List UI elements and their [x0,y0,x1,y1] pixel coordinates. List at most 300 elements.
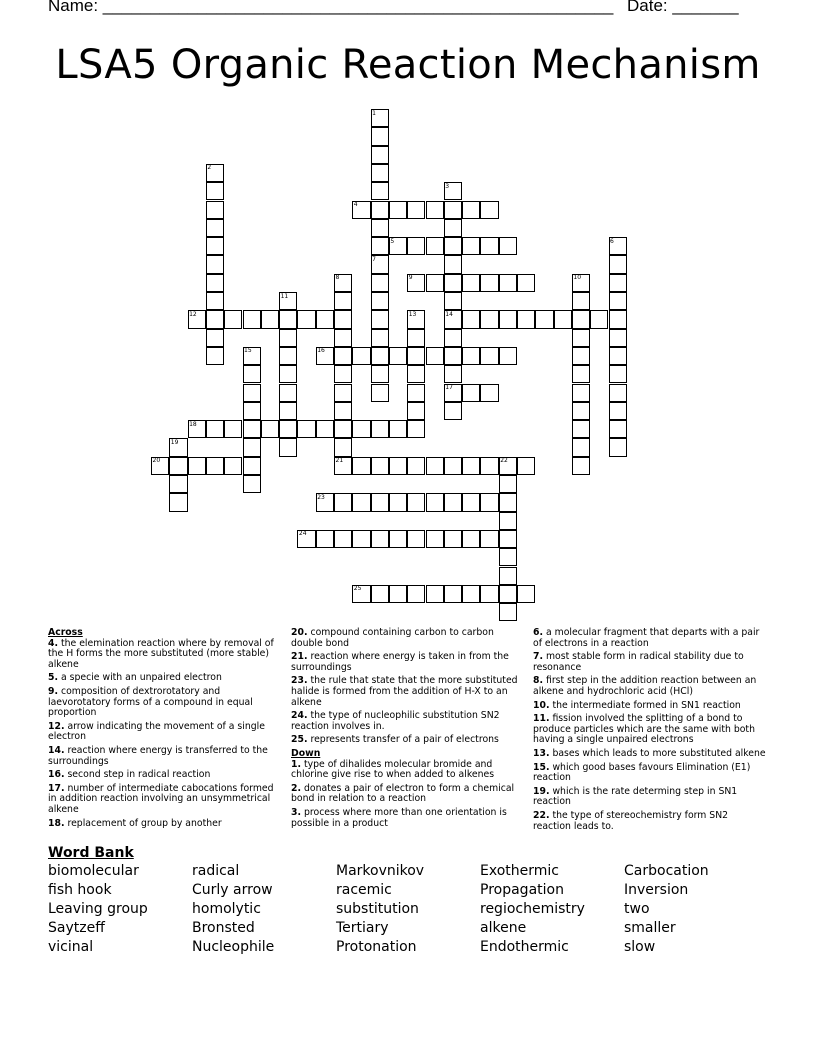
crossword-cell[interactable] [480,457,498,475]
clue-number: 1. [291,758,302,770]
crossword-cell[interactable] [279,402,297,420]
clue-number: 24 [298,530,307,538]
clue-text: a specie with an unpaired electron [60,672,222,684]
clue-number: 9. [48,685,59,697]
crossword-cell[interactable] [206,201,224,219]
crossword-cell[interactable] [371,182,389,200]
crossword-cell[interactable] [371,219,389,237]
crossword-cell[interactable] [480,310,498,328]
clue-number: 7. [533,651,544,663]
clue-number: 22 [500,457,508,465]
clue-text: composition of dextrorotatory and laevorotatory forms of a compound in equal proportion [48,685,253,719]
crossword-cell[interactable] [334,402,352,420]
crossword-cell[interactable] [407,237,425,255]
crossword-cell[interactable] [480,384,498,402]
crossword-cell[interactable] [407,329,425,347]
crossword-cell[interactable] [389,585,407,603]
clue-number: 14 [445,310,453,318]
crossword-cell[interactable] [334,530,352,548]
crossword-cell[interactable] [444,493,462,511]
clue-number: 10 [573,274,582,282]
crossword-cell[interactable] [206,329,224,347]
crossword-cell[interactable] [243,310,261,328]
crossword-cell[interactable] [609,329,627,347]
across-clue [291,676,524,708]
crossword-cell[interactable] [480,530,498,548]
crossword-cell[interactable] [206,237,224,255]
clue-number: 20. [291,627,308,638]
crossword-cell[interactable] [316,530,334,548]
crossword-cell[interactable] [371,237,389,255]
clue-text: second step in radical reaction [67,769,211,781]
clue-text: most stable form in radical stability due to resonance [533,651,744,673]
word-bank-column [624,862,709,957]
crossword-cell[interactable] [334,292,352,310]
crossword-cell[interactable] [462,530,480,548]
crossword-cell[interactable] [444,585,462,603]
crossword-cell[interactable] [389,420,407,438]
crossword-cell[interactable] [462,493,480,511]
down-clue [533,763,766,784]
clue-text: which is the rate determing step in SN1 reaction [533,785,738,808]
crossword-cell[interactable] [243,457,261,475]
crossword-cell[interactable] [371,585,389,603]
clue-number: 16. [48,769,65,781]
crossword-cell[interactable] [499,567,517,585]
clue-number: 5. [48,672,59,684]
crossword-cell[interactable] [371,127,389,145]
crossword-cell[interactable] [279,420,297,438]
crossword-cell[interactable] [243,365,261,383]
crossword-cell[interactable] [444,201,462,219]
crossword-cell[interactable] [407,493,425,511]
crossword-cell[interactable] [389,347,407,365]
crossword-cell[interactable] [334,329,352,347]
clue-number: 18. [48,817,65,829]
crossword-cell[interactable] [407,201,425,219]
crossword-cell[interactable] [480,493,498,511]
crossword-cell[interactable] [572,402,590,420]
crossword-cell[interactable] [243,402,261,420]
crossword-cell[interactable] [407,402,425,420]
crossword-cell[interactable] [572,365,590,383]
crossword-cell[interactable] [462,201,480,219]
word-bank-column [480,862,585,957]
crossword-cell[interactable] [407,457,425,475]
crossword-cell[interactable] [371,420,389,438]
crossword-cell[interactable] [371,201,389,219]
down-clue [533,811,766,832]
word-bank-item: Carbocation [624,863,709,879]
clue-number: 17. [48,782,65,794]
crossword-cell[interactable] [535,310,553,328]
crossword-cell[interactable] [371,164,389,182]
crossword-cell[interactable] [609,347,627,365]
word-bank-item: alkene [480,920,527,936]
down-clue [533,787,766,808]
crossword-cell[interactable] [462,384,480,402]
clue-number: 10. [533,699,550,711]
crossword-cell[interactable] [334,384,352,402]
crossword-cell[interactable] [352,493,370,511]
crossword-cell[interactable] [334,310,352,328]
down-clue [533,676,766,697]
crossword-cell[interactable] [499,585,517,603]
crossword-cell[interactable] [243,475,261,493]
word-bank-column [336,862,424,957]
crossword-cell[interactable] [462,237,480,255]
crossword-cell[interactable] [206,457,224,475]
crossword-cell[interactable] [352,347,370,365]
crossword-cell[interactable] [389,530,407,548]
crossword-cell[interactable] [297,420,315,438]
clue-number: 18 [189,420,197,428]
crossword-cell[interactable] [407,365,425,383]
clue-number: 21 [335,457,344,465]
crossword-cell[interactable] [572,420,590,438]
crossword-cell[interactable] [407,585,425,603]
crossword-cell[interactable] [590,310,608,328]
crossword-cell[interactable] [224,420,242,438]
crossword-cell[interactable] [316,420,334,438]
clue-text: the rule that state that the more substituted halide is formed from the addition of H-X to an alkene [291,675,518,708]
crossword-cell[interactable] [261,420,279,438]
crossword-cell[interactable] [371,146,389,164]
clue-text: the type of nucleophilic substitution SN2 reaction involves in. [291,710,500,732]
clue-number: 8 [335,274,340,282]
crossword-cell[interactable] [334,420,352,438]
crossword-cell[interactable] [407,347,425,365]
word-bank-item: Bronsted [192,920,255,936]
clue-number: 22. [533,809,550,821]
word-bank-item: radical [192,863,240,879]
across-clue [291,711,524,732]
crossword-cell[interactable] [462,274,480,292]
across-clue [291,735,524,746]
crossword-cell[interactable] [279,310,297,328]
crossword-cell[interactable] [371,292,389,310]
across-clue [48,784,281,816]
crossword-cell[interactable] [462,585,480,603]
crossword-cell[interactable] [462,310,480,328]
crossword-cell[interactable] [371,347,389,365]
crossword-cell[interactable] [407,530,425,548]
clue-text: reaction where energy is taken in from the surroundings [291,651,509,673]
crossword-cell[interactable] [426,457,444,475]
crossword-cell[interactable] [389,457,407,475]
crossword-cell[interactable] [572,457,590,475]
crossword-cell[interactable] [352,457,370,475]
crossword-cell[interactable] [334,347,352,365]
word-bank-item: Endothermic [480,939,569,955]
word-bank-column [192,862,274,957]
down-clue [533,701,766,712]
clue-number: 1 [372,109,376,117]
crossword-cell[interactable] [572,329,590,347]
crossword-cell[interactable] [297,310,315,328]
crossword-cell[interactable] [206,182,224,200]
crossword-cell[interactable] [371,274,389,292]
word-bank-item: vicinal [48,939,94,955]
crossword-cell[interactable] [444,274,462,292]
crossword-cell[interactable] [316,310,334,328]
crossword-cell[interactable] [334,365,352,383]
crossword-cell[interactable] [572,384,590,402]
word-bank-item: homolytic [192,901,261,917]
across-clue [48,722,281,743]
clue-text: bases which leads to more substituted alkene [552,747,766,759]
crossword-cell[interactable] [444,365,462,383]
crossword-cell[interactable] [444,457,462,475]
crossword-cell[interactable] [279,347,297,365]
word-bank-item: Curly arrow [192,882,273,898]
clue-number: 12. [48,720,65,732]
crossword-cell[interactable] [334,438,352,456]
crossword-cell[interactable] [352,530,370,548]
clue-number: 7 [372,255,376,263]
name-field-label: Name: ______________________________________________________ [48,0,614,15]
crossword-cell[interactable] [206,347,224,365]
crossword-cell[interactable] [444,292,462,310]
clue-number: 19 [170,438,179,446]
clue-text: the type of stereochemistry form SN2 reaction leads to. [533,809,729,832]
crossword-cell[interactable] [517,585,535,603]
crossword-cell[interactable] [426,201,444,219]
crossword-cell[interactable] [609,292,627,310]
across-clue [48,687,281,719]
clue-number: 19. [533,785,550,797]
crossword-cell[interactable] [609,438,627,456]
down-clue [533,652,766,673]
crossword-cell[interactable] [206,310,224,328]
across-clue [48,746,281,767]
crossword-cell[interactable] [243,438,261,456]
crossword-cell[interactable] [426,585,444,603]
crossword-cell[interactable] [371,329,389,347]
clue-number: 25 [353,585,362,593]
clue-text: process where more than one orientation is possible in a product [291,806,507,829]
clue-number: 12 [189,310,197,318]
clue-number: 8. [533,675,544,687]
across-clue [48,639,281,671]
clue-number: 9 [408,274,413,282]
crossword-cell[interactable] [499,493,517,511]
word-bank-item: Protonation [336,939,417,955]
down-clue [533,714,766,746]
word-bank-heading: Word Bank [48,845,134,861]
crossword-cell[interactable] [206,219,224,237]
crossword-cell[interactable] [444,347,462,365]
crossword-cell[interactable] [499,237,517,255]
clue-number: 6. [533,627,544,638]
across-clue [48,673,281,684]
crossword-cell[interactable] [499,548,517,566]
word-bank-item: Markovnikov [336,863,425,879]
crossword-cell[interactable] [444,219,462,237]
crossword-cell[interactable] [224,457,242,475]
clue-number: 5 [390,237,395,245]
crossword-cell[interactable] [389,493,407,511]
crossword-cell[interactable] [426,347,444,365]
crossword-cell[interactable] [609,384,627,402]
clue-text: number of intermediate cabocations formed in addition reaction involving an unsymmetrical alkene [48,782,274,815]
clue-section-heading: Across [48,627,83,638]
crossword-cell[interactable] [572,438,590,456]
crossword-cell[interactable] [517,457,535,475]
crossword-cell[interactable] [371,530,389,548]
clues-column-3 [533,628,766,835]
clue-number: 17 [445,384,453,391]
crossword-cell[interactable] [609,274,627,292]
crossword-cell[interactable] [243,420,261,438]
clue-number: 13. [533,747,550,759]
clue-text: a molecular fragment that departs with a pair of electrons in a reaction [533,627,760,649]
clue-text: first step in the addition reaction between an alkene and hydrochloric acid (HCl) [533,675,757,697]
crossword-cell[interactable] [499,347,517,365]
clue-text: compound containing carbon to carbon double bond [291,627,494,649]
clue-text: represents transfer of a pair of electrons [310,734,499,746]
date-field-label: Date: _______ [627,0,739,15]
crossword-cell[interactable] [462,347,480,365]
clue-text: replacement of group by another [67,817,222,829]
clue-number: 15. [533,761,550,773]
across-clue [291,628,524,649]
crossword-cell[interactable] [188,457,206,475]
crossword-cell[interactable] [480,347,498,365]
crossword-cell[interactable] [444,402,462,420]
crossword-cell[interactable] [169,475,187,493]
crossword-cell[interactable] [206,292,224,310]
crossword-cell[interactable] [243,384,261,402]
clue-number: 13 [408,310,417,318]
clue-number: 4 [353,201,358,208]
word-bank-item: two [624,901,650,917]
crossword-cell[interactable] [444,530,462,548]
across-clue [291,652,524,673]
crossword-cell[interactable] [407,384,425,402]
down-clue [291,784,524,805]
crossword-cell[interactable] [517,310,535,328]
clue-number: 3 [445,182,450,190]
page-title: LSA5 Organic Reaction Mechanism [55,42,761,88]
crossword-cell[interactable] [371,493,389,511]
clues-column-2 [291,628,524,832]
crossword-cell[interactable] [444,237,462,255]
crossword-cell[interactable] [169,457,187,475]
clue-number: 11 [280,292,289,300]
clue-text: reaction where energy is transferred to the surroundings [48,744,268,767]
clue-number: 24. [291,710,308,722]
crossword-cell[interactable] [499,512,517,530]
crossword-cell[interactable] [334,493,352,511]
crossword-cell[interactable] [609,365,627,383]
clue-text: which good bases favours Elimination (E1) reaction [533,761,751,784]
crossword-cell[interactable] [279,438,297,456]
word-bank-item: Inversion [624,882,689,898]
crossword-cell[interactable] [572,292,590,310]
crossword-cell[interactable] [426,493,444,511]
clue-number: 16 [317,347,325,355]
clue-number: 4. [48,637,59,649]
down-clue [533,628,766,649]
down-clue [533,749,766,760]
crossword-cell[interactable] [480,201,498,219]
word-bank-item: Leaving group [48,901,148,917]
clue-text: the elemination reaction where by removal of the H forms the more substituted (more stable) alkene [48,637,274,670]
crossword-cell[interactable] [554,310,572,328]
crossword-cell[interactable] [261,310,279,328]
crossword-cell[interactable] [279,384,297,402]
down-clue [291,808,524,829]
crossword-cell[interactable] [480,237,498,255]
crossword-cell[interactable] [444,329,462,347]
crossword-cell[interactable] [407,420,425,438]
clue-number: 23 [317,493,325,501]
word-bank-item: fish hook [48,882,112,898]
word-bank-item: slow [624,939,656,955]
clue-number: 2 [207,164,212,172]
crossword-cell[interactable] [206,420,224,438]
crossword-cell[interactable] [572,310,590,328]
crossword-cell[interactable] [206,274,224,292]
word-bank-item: regiochemistry [480,901,585,917]
crossword-cell[interactable] [352,420,370,438]
crossword-cell[interactable] [609,310,627,328]
word-bank-column [48,862,148,957]
crossword-cell[interactable] [426,530,444,548]
crossword-cell[interactable] [609,420,627,438]
clue-text: the intermediate formed in SN1 reaction [552,699,741,711]
clue-number: 11. [533,713,550,725]
crossword-cell[interactable] [517,274,535,292]
crossword-cell[interactable] [389,201,407,219]
crossword-cell[interactable] [499,530,517,548]
crossword-cell[interactable] [279,365,297,383]
crossword-cell[interactable] [371,457,389,475]
crossword-cell[interactable] [499,274,517,292]
clue-number: 2. [291,782,302,794]
word-bank-item: racemic [336,882,392,898]
crossword-cell[interactable] [224,310,242,328]
crossword-cell[interactable] [371,310,389,328]
clue-text: arrow indicating the movement of a single electron [48,720,265,743]
crossword-cell[interactable] [206,255,224,273]
clues-column-1 [48,628,281,832]
clue-number: 21. [291,651,308,663]
crossword-cell[interactable] [499,603,517,621]
word-bank-item: Propagation [480,882,564,898]
crossword-cell[interactable] [480,585,498,603]
crossword-cell[interactable] [426,274,444,292]
crossword-cell[interactable] [499,475,517,493]
crossword-cell[interactable] [444,255,462,273]
crossword-cell[interactable] [499,310,517,328]
crossword-cell[interactable] [609,402,627,420]
crossword-cell[interactable] [462,457,480,475]
crossword-cell[interactable] [371,365,389,383]
crossword-cell[interactable] [609,255,627,273]
word-bank-item: Exothermic [480,863,559,879]
crossword-cell[interactable] [279,329,297,347]
clue-number: 23. [291,675,308,687]
clue-number: 15 [244,347,252,355]
across-clue [48,819,281,830]
crossword-cell[interactable] [371,384,389,402]
crossword-cell[interactable] [480,274,498,292]
crossword-cell[interactable] [426,237,444,255]
crossword-cell[interactable] [572,347,590,365]
crossword-cell[interactable] [169,493,187,511]
